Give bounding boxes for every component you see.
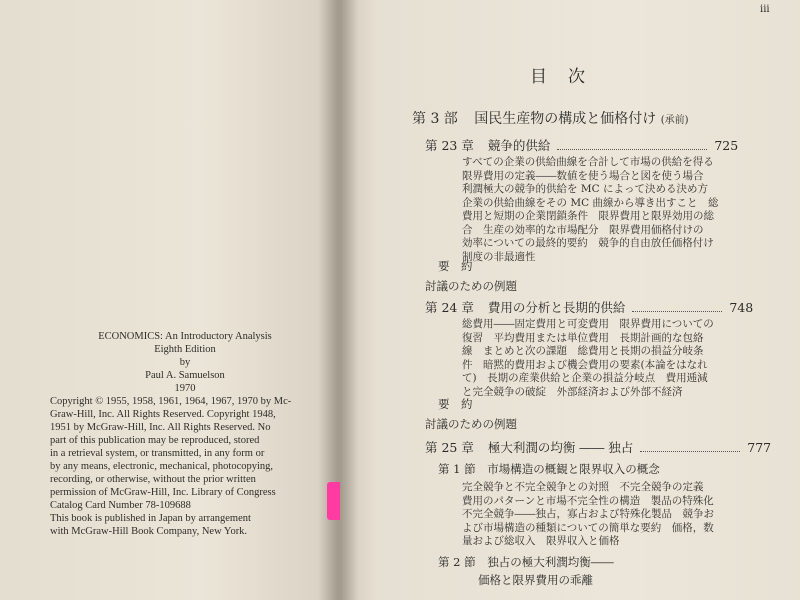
copyright-line: in a retrieval system, or transmitted, in any form or: [50, 448, 265, 459]
chapter-summary: [462, 318, 714, 399]
chapter-label: 第 23 章: [425, 138, 474, 153]
summary-line: 企業の供給曲線をその MC 曲線から導き出すこと 総: [462, 196, 719, 209]
summary-line: 総費用――固定費用と可変費用 限界費用についての: [462, 318, 714, 330]
chapter-label: 第 25 章: [425, 440, 474, 455]
chapter-page: 725: [714, 138, 739, 153]
chapter-page: 777: [747, 440, 772, 455]
section-title-continued: 価格と限界費用の乖離: [478, 573, 593, 587]
summary-line: 件 暗黙的費用および機会費用の要素(本論をはなれ: [462, 358, 708, 371]
page-number: iii: [760, 4, 770, 15]
toc-entry-ch25[interactable]: [425, 438, 772, 456]
part-title: 国民生産物の構成と価格付け: [474, 111, 657, 127]
copyright-line: with McGraw-Hill Book Company, New York.: [50, 526, 248, 537]
section-title: 市場構造の概観と限界収入の概念: [487, 462, 660, 476]
book-title-en: ECONOMICS: An Introductory Analysis: [98, 331, 272, 342]
chapter-title: 極大利潤の均衡 ―― 独占: [487, 440, 634, 455]
copyright-line: recording, or otherwise, without the prior written: [50, 474, 256, 485]
summary-line: すべての企業の供給曲線を合計して市場の供給を得る: [462, 156, 714, 168]
author: Paul A. Samuelson: [145, 370, 225, 381]
summary-line: 制度の非最適性: [462, 250, 536, 263]
section-label: 第 2 節: [438, 555, 476, 569]
copyright-line: Graw-Hill, Inc. All Rights Reserved. Copyright 1948,: [50, 409, 276, 420]
part-heading: [412, 108, 689, 128]
by-line: by: [179, 357, 191, 368]
summary-line: 線 まとめと次の課題 総費用と長期の損益分岐条: [462, 345, 704, 357]
copyright-line: by any means, electronic, mechanical, photocopying,: [50, 461, 274, 472]
toc-entry-section-1[interactable]: [438, 461, 660, 477]
summary-line: 合 生産の効率的な市場配分 限界費用価格付けの: [462, 223, 704, 236]
chapter-label: 第 24 章: [425, 300, 474, 315]
edition: Eighth Edition: [154, 344, 216, 355]
section-label: 第 1 節: [438, 462, 476, 476]
summary-line: 費用と短期の企業閉鎖条件 限界費用と限界効用の総: [462, 210, 714, 222]
chapter-page: 748: [729, 300, 754, 315]
copyright-block: [50, 330, 320, 538]
dot-leader: [640, 451, 740, 452]
summary-line: 限界費用の定義――数値を使う場合と図を使う場合: [462, 169, 704, 182]
chapter-title: 競争的供給: [487, 138, 551, 153]
summary-line: 費用のパターンと市場不完全性の構造 製品の特殊化: [462, 494, 714, 507]
summary-line: 量および総収入 限界収入と価格: [462, 535, 620, 547]
copyright-line: permission of McGraw-Hill, Inc. Library of Congress: [50, 487, 276, 498]
year: 1970: [174, 383, 196, 394]
discussion-heading[interactable]: 討議のための例題: [425, 417, 517, 431]
toc-entry-ch23[interactable]: [425, 136, 737, 154]
summary-line: 効率についての最終的要約 競争的自由放任価格付け: [462, 237, 714, 249]
chapter-title: 費用の分析と長期的供給: [487, 300, 626, 315]
summary-line: よび市場構造の種類についての簡単な要約 価格，数: [462, 521, 714, 534]
right-page: [340, 0, 800, 600]
toc-entry-ch24[interactable]: [425, 298, 754, 316]
pink-sticky-tab: [327, 482, 340, 520]
toc-entry-section-2[interactable]: [438, 554, 614, 570]
copyright-line: part of this publication may be reproduced, stored: [50, 435, 260, 446]
discussion-heading[interactable]: 討議のための例題: [425, 279, 517, 293]
part-label: 第 3 部: [412, 111, 458, 127]
summary-heading[interactable]: 要 約: [438, 397, 473, 411]
summary-line: 利潤極大の競争的供給を MC によって決める決め方: [462, 183, 708, 195]
summary-line: て) 長期の産業供給と企業の損益分岐点 費用逓減: [462, 372, 708, 384]
section-title: 独占の極大利潤均衡――: [487, 555, 614, 569]
left-page: [0, 0, 340, 600]
copyright-line: This book is published in Japan by arrangement: [50, 513, 251, 524]
copyright-line: 1951 by McGraw-Hill, Inc. All Rights Reserved. No: [50, 422, 271, 433]
dot-leader: [632, 311, 722, 312]
part-note: (承前): [660, 115, 689, 126]
copyright-line: Catalog Card Number 78-109688: [50, 500, 191, 511]
summary-line: と完全競争の破綻 外部経済および外部不経済: [462, 385, 683, 398]
summary-heading[interactable]: 要 約: [438, 259, 473, 273]
summary-line: 復習 平均費用または単位費用 長期計画的な包絡: [462, 331, 704, 344]
summary-line: 不完全競争――独占，寡占および特殊化製品 競争お: [462, 508, 714, 520]
chapter-summary: [462, 156, 718, 264]
copyright-line: Copyright © 1955, 1958, 1961, 1964, 1967, 1970 by Mc-: [50, 396, 292, 407]
dot-leader: [557, 149, 707, 150]
toc-title: 目 次: [530, 67, 587, 87]
summary-line: 完全競争と不完全競争との対照 不完全競争の定義: [462, 481, 704, 493]
section-summary: [462, 481, 714, 549]
